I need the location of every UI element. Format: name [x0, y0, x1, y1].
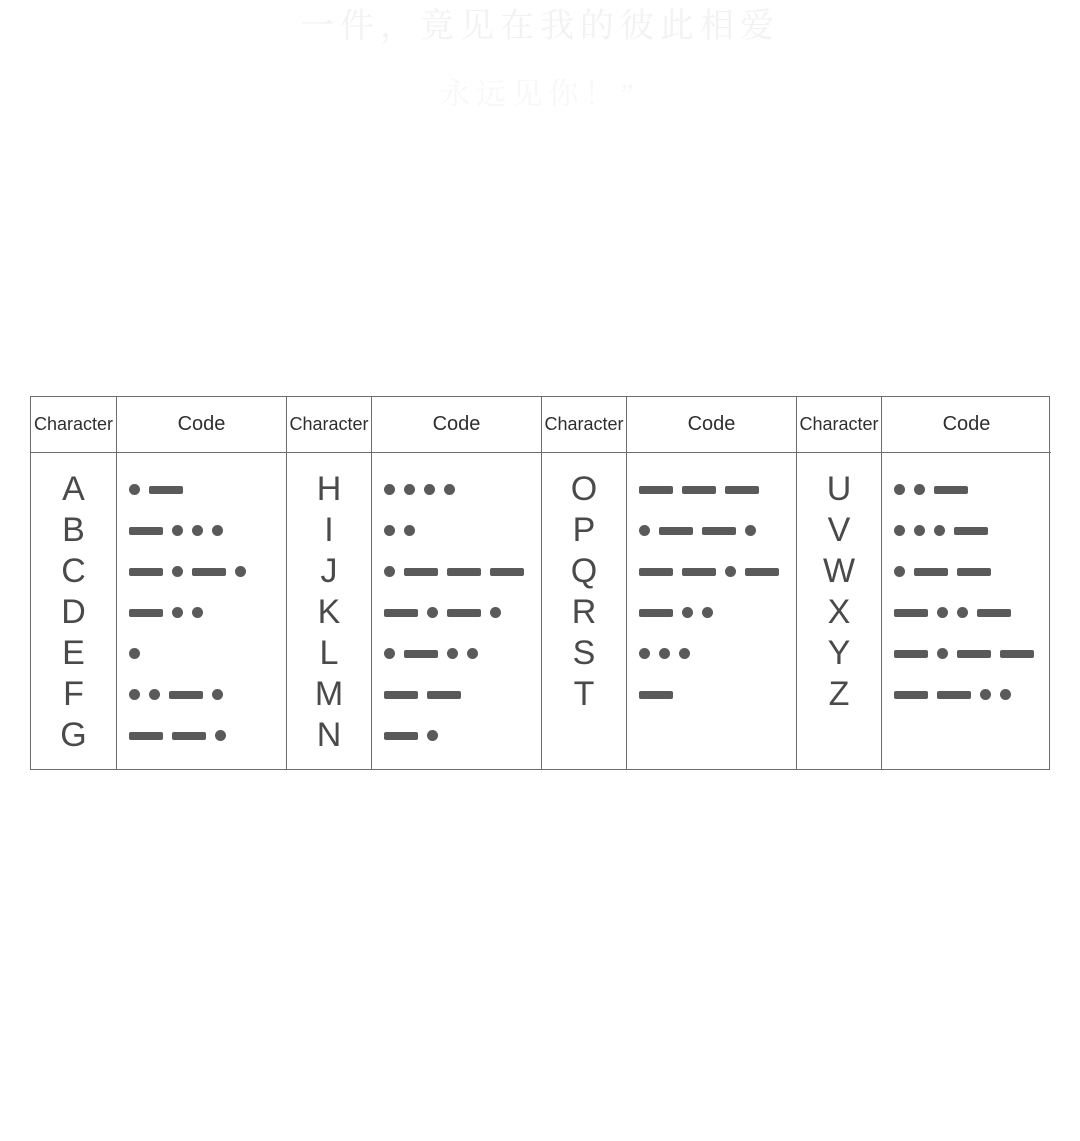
- morse-dash-icon: [914, 568, 948, 576]
- character-cell: G: [60, 716, 87, 754]
- morse-dot-icon: [702, 607, 713, 618]
- morse-dot-icon: [639, 525, 650, 536]
- morse-dash-icon: [957, 650, 991, 658]
- character-cell: R: [571, 593, 597, 631]
- morse-dash-icon: [129, 527, 163, 535]
- character-column: [286, 397, 372, 769]
- morse-dot-icon: [447, 648, 458, 659]
- character-column-body: [797, 453, 881, 769]
- character-cell: K: [317, 593, 341, 631]
- code-column: [117, 397, 286, 769]
- character-column: [31, 397, 117, 769]
- morse-dot-icon: [129, 484, 140, 495]
- code-cell: [882, 469, 1051, 510]
- morse-dash-icon: [894, 609, 928, 617]
- table-column-pair: [541, 397, 796, 769]
- character-column-body: [287, 453, 371, 769]
- morse-dash-icon: [682, 568, 716, 576]
- morse-dash-icon: [169, 691, 203, 699]
- code-cell: [117, 633, 286, 674]
- morse-dash-icon: [894, 691, 928, 699]
- character-cell: I: [324, 511, 334, 549]
- table-column-pair: [31, 397, 286, 769]
- morse-dot-icon: [914, 525, 925, 536]
- code-cell: [627, 469, 796, 510]
- character-cell: Z: [828, 675, 850, 713]
- morse-dot-icon: [914, 484, 925, 495]
- morse-dash-icon: [639, 691, 673, 699]
- morse-dot-icon: [212, 689, 223, 700]
- morse-dot-icon: [467, 648, 478, 659]
- morse-dash-icon: [129, 609, 163, 617]
- morse-dash-icon: [172, 732, 206, 740]
- morse-dash-icon: [404, 650, 438, 658]
- character-cell: E: [62, 634, 85, 672]
- morse-dash-icon: [937, 691, 971, 699]
- character-column-header: Character: [797, 397, 881, 453]
- morse-dot-icon: [129, 689, 140, 700]
- code-column-header: Code: [372, 397, 541, 453]
- character-cell: C: [61, 552, 86, 590]
- morse-dot-icon: [937, 648, 948, 659]
- morse-dot-icon: [894, 566, 905, 577]
- character-column-body: [542, 453, 626, 769]
- character-cell: X: [827, 593, 851, 631]
- code-cell: [372, 633, 541, 674]
- morse-dash-icon: [384, 691, 418, 699]
- morse-dot-icon: [384, 484, 395, 495]
- morse-dash-icon: [659, 527, 693, 535]
- character-column-header: Character: [31, 397, 116, 453]
- morse-dot-icon: [1000, 689, 1011, 700]
- code-column-body: [117, 453, 286, 769]
- code-column-body: [627, 453, 796, 769]
- code-cell: [117, 551, 286, 592]
- morse-dot-icon: [980, 689, 991, 700]
- morse-dot-icon: [172, 607, 183, 618]
- morse-dot-icon: [404, 484, 415, 495]
- table-column-pair: [796, 397, 1051, 769]
- character-cell: J: [320, 552, 338, 590]
- code-cell: [372, 469, 541, 510]
- morse-dot-icon: [682, 607, 693, 618]
- code-column-body: [372, 453, 541, 769]
- character-cell: F: [63, 675, 84, 713]
- code-cell: [882, 510, 1051, 551]
- character-cell: U: [826, 470, 852, 508]
- code-cell: [117, 510, 286, 551]
- code-cell: [117, 715, 286, 756]
- code-cell: [627, 592, 796, 633]
- background-text-line-3: 永远见你！”: [440, 78, 640, 111]
- morse-dot-icon: [745, 525, 756, 536]
- morse-dot-icon: [424, 484, 435, 495]
- morse-dash-icon: [129, 732, 163, 740]
- character-cell: M: [314, 675, 344, 713]
- morse-dot-icon: [172, 525, 183, 536]
- morse-code-table: [30, 396, 1050, 770]
- morse-dot-icon: [172, 566, 183, 577]
- code-column: [372, 397, 541, 769]
- morse-dash-icon: [149, 486, 183, 494]
- character-cell: Q: [570, 552, 598, 590]
- code-cell: [117, 469, 286, 510]
- code-column-header: Code: [117, 397, 286, 453]
- morse-dash-icon: [384, 609, 418, 617]
- morse-dash-icon: [384, 732, 418, 740]
- code-cell: [372, 592, 541, 633]
- code-cell: [882, 633, 1051, 674]
- character-cell: Y: [827, 634, 851, 672]
- morse-dash-icon: [639, 486, 673, 494]
- morse-dash-icon: [1000, 650, 1034, 658]
- morse-dash-icon: [745, 568, 779, 576]
- code-cell: [117, 592, 286, 633]
- character-column-header: Character: [287, 397, 371, 453]
- morse-dash-icon: [447, 568, 481, 576]
- morse-dash-icon: [954, 527, 988, 535]
- morse-dash-icon: [129, 568, 163, 576]
- code-cell: [372, 510, 541, 551]
- code-cell: [882, 592, 1051, 633]
- morse-dot-icon: [129, 648, 140, 659]
- morse-dot-icon: [639, 648, 650, 659]
- character-cell: H: [316, 470, 342, 508]
- morse-dot-icon: [192, 525, 203, 536]
- character-column-body: [31, 453, 116, 769]
- code-cell: [372, 551, 541, 592]
- code-column: [627, 397, 796, 769]
- code-cell: [627, 674, 796, 715]
- morse-dash-icon: [427, 691, 461, 699]
- morse-dash-icon: [934, 486, 968, 494]
- code-cell: [882, 674, 1051, 715]
- morse-dot-icon: [427, 607, 438, 618]
- morse-dot-icon: [490, 607, 501, 618]
- code-cell: [627, 551, 796, 592]
- morse-dot-icon: [679, 648, 690, 659]
- code-cell: [627, 510, 796, 551]
- character-cell: O: [570, 470, 598, 508]
- code-cell: [882, 551, 1051, 592]
- morse-dot-icon: [384, 525, 395, 536]
- morse-dot-icon: [212, 525, 223, 536]
- character-cell: N: [316, 716, 342, 754]
- character-cell: V: [827, 511, 851, 549]
- morse-dash-icon: [639, 609, 673, 617]
- character-cell: D: [61, 593, 86, 631]
- code-cell: [372, 715, 541, 756]
- morse-dash-icon: [447, 609, 481, 617]
- character-column: [541, 397, 627, 769]
- character-cell: L: [319, 634, 339, 672]
- morse-dash-icon: [682, 486, 716, 494]
- morse-dot-icon: [192, 607, 203, 618]
- morse-dot-icon: [384, 566, 395, 577]
- morse-dash-icon: [490, 568, 524, 576]
- morse-dot-icon: [725, 566, 736, 577]
- background-text-line-1: 一件，竟见在我的彼此相爱: [300, 8, 780, 45]
- morse-dot-icon: [384, 648, 395, 659]
- morse-dash-icon: [702, 527, 736, 535]
- morse-dash-icon: [894, 650, 928, 658]
- code-cell: [117, 674, 286, 715]
- morse-dot-icon: [894, 484, 905, 495]
- morse-dash-icon: [977, 609, 1011, 617]
- morse-dash-icon: [192, 568, 226, 576]
- character-cell: W: [822, 552, 856, 590]
- morse-dot-icon: [149, 689, 160, 700]
- code-column-header: Code: [627, 397, 796, 453]
- morse-dot-icon: [659, 648, 670, 659]
- morse-dot-icon: [957, 607, 968, 618]
- morse-dot-icon: [894, 525, 905, 536]
- character-cell: S: [572, 634, 596, 672]
- morse-dot-icon: [404, 525, 415, 536]
- background-faint-text: [0, 0, 1080, 128]
- morse-dot-icon: [215, 730, 226, 741]
- morse-dot-icon: [937, 607, 948, 618]
- morse-dot-icon: [444, 484, 455, 495]
- morse-dot-icon: [235, 566, 246, 577]
- character-cell: P: [572, 511, 596, 549]
- character-column: [796, 397, 882, 769]
- morse-dot-icon: [427, 730, 438, 741]
- morse-dash-icon: [725, 486, 759, 494]
- morse-dot-icon: [934, 525, 945, 536]
- table-column-pair: [286, 397, 541, 769]
- character-cell: T: [573, 675, 595, 713]
- morse-dash-icon: [957, 568, 991, 576]
- code-column-header: Code: [882, 397, 1051, 453]
- code-cell: [372, 674, 541, 715]
- code-column: [882, 397, 1051, 769]
- character-cell: B: [62, 511, 85, 549]
- character-cell: A: [62, 470, 85, 508]
- character-column-header: Character: [542, 397, 626, 453]
- morse-dash-icon: [639, 568, 673, 576]
- morse-dash-icon: [404, 568, 438, 576]
- code-column-body: [882, 453, 1051, 769]
- code-cell: [627, 633, 796, 674]
